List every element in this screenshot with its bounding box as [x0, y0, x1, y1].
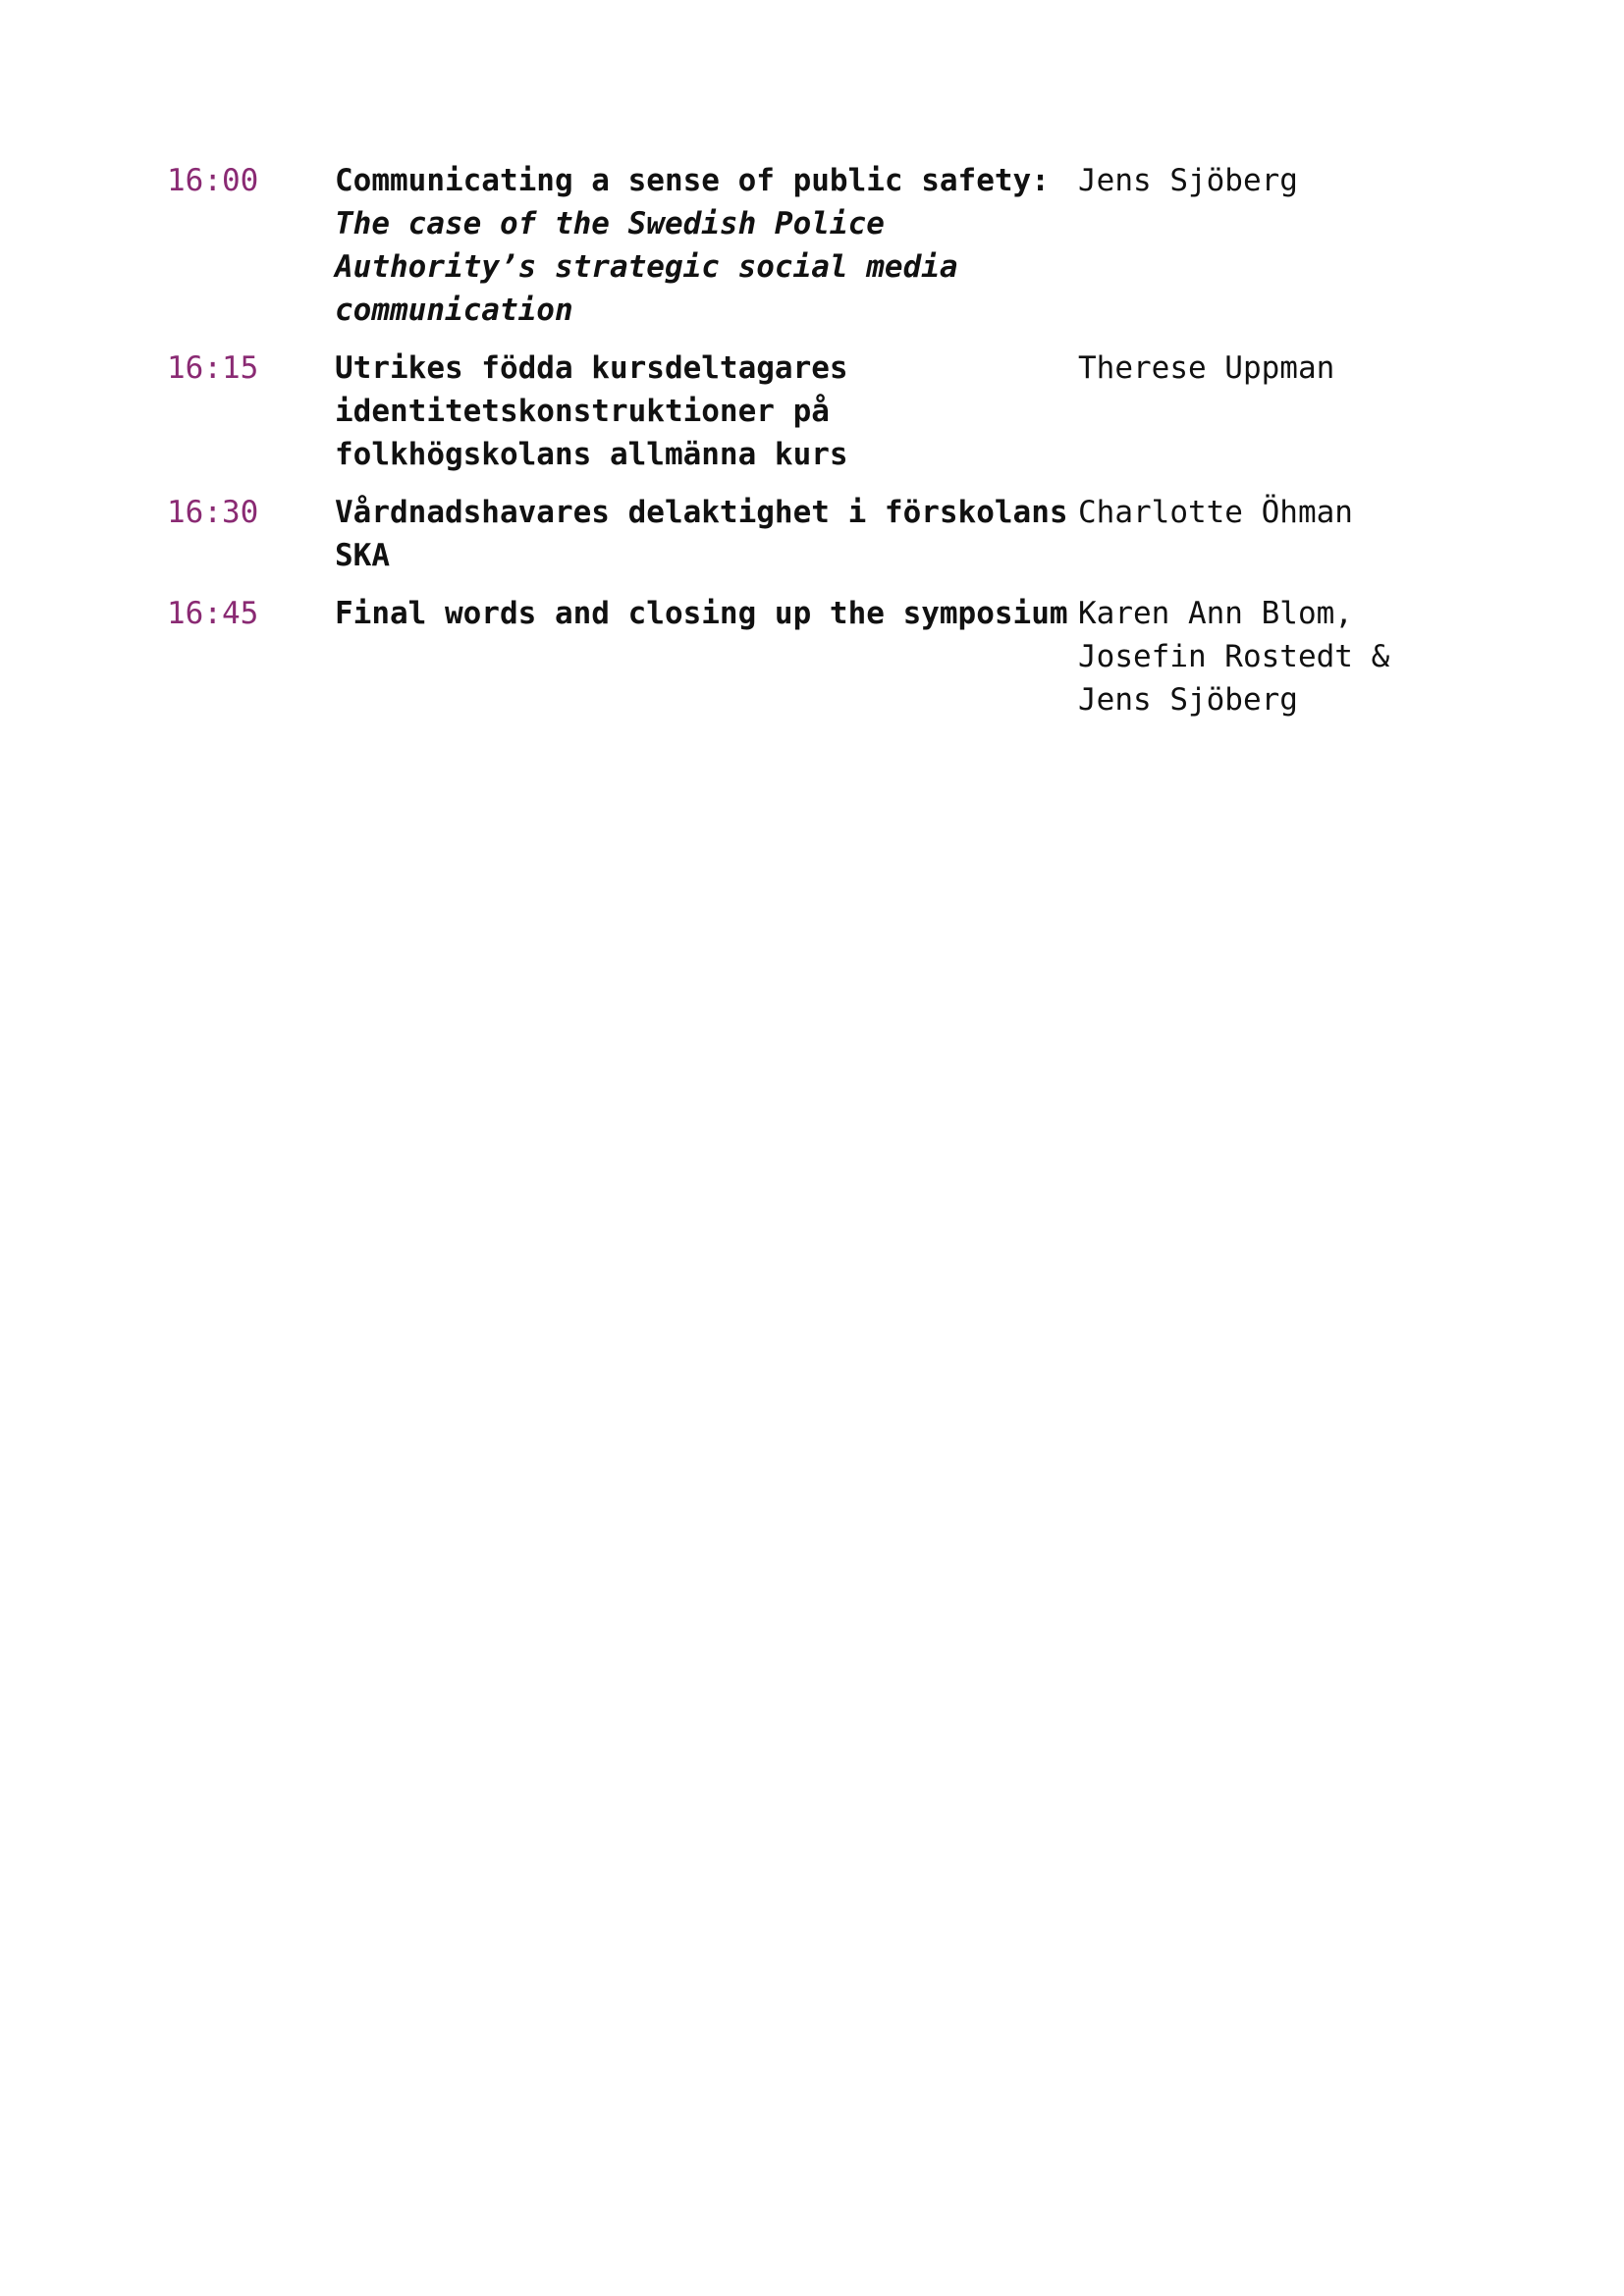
- session-title: [335, 159, 1078, 332]
- session-speaker: Charlotte Öhman: [1078, 495, 1353, 530]
- session-time: 16:30: [167, 495, 259, 530]
- session-time: 16:15: [167, 350, 259, 386]
- session-title-main: Communicating a sense of public safety:: [335, 163, 1050, 198]
- session-title-main: Utrikes födda kursdeltagares identitetskonstruktioner på folkhögskolans allmänna kurs: [335, 350, 848, 472]
- session-time: 16:45: [167, 596, 259, 631]
- session-time: 16:00: [167, 163, 259, 198]
- schedule-row: [167, 592, 1473, 721]
- session-title-main: Vårdnadshavares delaktighet i förskolans SKA: [335, 495, 1068, 573]
- session-speaker: Jens Sjöberg: [1078, 163, 1298, 198]
- session-title-main: Final words and closing up the symposium: [335, 596, 1068, 631]
- session-title: [335, 592, 1078, 635]
- schedule-row: [167, 491, 1473, 577]
- session-title: [335, 491, 1078, 577]
- session-speaker: Karen Ann Blom, Josefin Rostedt & Jens Sjöberg: [1078, 596, 1390, 718]
- session-title-subtitle: The case of the Swedish Police Authority’s strategic social media communication: [335, 206, 958, 328]
- session-title: [335, 347, 1078, 476]
- session-speaker: Therese Uppman: [1078, 350, 1335, 386]
- schedule: [167, 159, 1473, 736]
- schedule-row: [167, 347, 1473, 476]
- schedule-row: [167, 159, 1473, 332]
